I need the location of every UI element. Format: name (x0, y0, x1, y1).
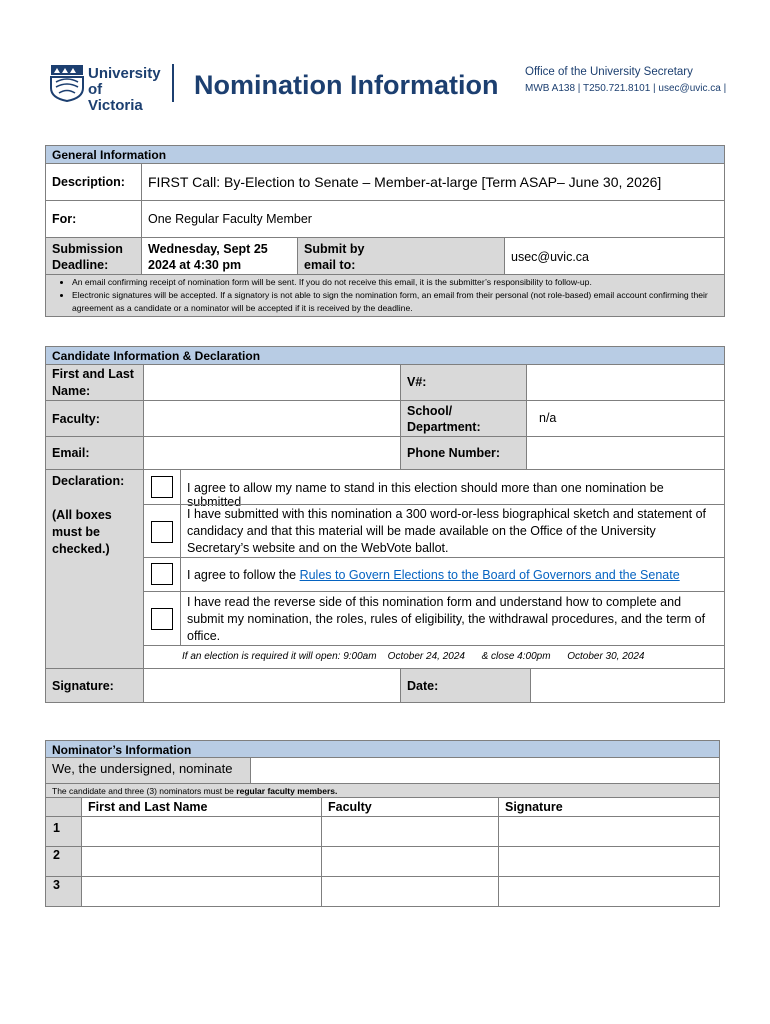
uvic-crest-icon (50, 64, 84, 102)
column-header-signature: Signature (498, 797, 720, 817)
all-boxes-line-3: checked.) (52, 542, 110, 556)
nominate-intro: We, the undersigned, nominate (45, 757, 251, 784)
deadline-label-line-2: Deadline: (52, 258, 109, 272)
nominee-name-field[interactable] (250, 757, 720, 784)
vnum-field[interactable] (526, 364, 725, 401)
nominators-heading: Nominator’s Information (45, 740, 720, 758)
school-label-line-1: School/ (407, 404, 453, 418)
email-field[interactable] (143, 436, 401, 470)
description-value: FIRST Call: By-Election to Senate – Member-at-large [Term ASAP– June 30, 2026] (141, 163, 725, 201)
submit-label (297, 237, 505, 275)
name-label (45, 364, 144, 401)
office-name: Office of the University Secretary (525, 66, 693, 78)
nominator-1-faculty-field[interactable] (321, 816, 499, 847)
column-header-name: First and Last Name (81, 797, 322, 817)
declaration-checkbox-cell (143, 591, 181, 646)
election-note: If an election is required it will open: 9:00am October 24, 2024 & close 4:00pm October 30, 2024 (143, 645, 725, 669)
date-field[interactable] (530, 668, 725, 703)
row-number-header (45, 797, 82, 817)
logo-line-1: University (88, 65, 161, 82)
general-notes (45, 274, 725, 317)
declaration-checkbox-3[interactable] (151, 563, 173, 585)
for-value: One Regular Faculty Member (141, 200, 725, 238)
nominator-1-name-field[interactable] (81, 816, 322, 847)
description-label: Description: (45, 163, 142, 201)
declaration-checkbox-cell (143, 504, 181, 558)
nominator-3-name-field[interactable] (81, 876, 322, 907)
school-label (400, 400, 527, 437)
note-item: • An email confirming receipt of nomination form will be sent. If you do not receive this email, it is the submitter’s responsibility to follow-up. (72, 276, 720, 289)
declaration-checkbox-4[interactable] (151, 608, 173, 630)
nominators-note-bold: regular faculty members. (236, 786, 338, 796)
submit-label-line-1: Submit by (304, 242, 365, 256)
phone-field[interactable] (526, 436, 725, 470)
deadline-value (141, 237, 298, 275)
vnum-label: V#: (400, 364, 527, 401)
table-row-number: 3 (45, 876, 82, 907)
page-title: Nomination Information (194, 70, 499, 100)
nominator-2-faculty-field[interactable] (321, 846, 499, 877)
declaration-label-cell (45, 469, 144, 669)
column-header-faculty: Faculty (321, 797, 499, 817)
header-divider (172, 64, 174, 102)
for-label: For: (45, 200, 142, 238)
general-heading: General Information (45, 145, 725, 164)
nominator-2-signature-field[interactable] (498, 846, 720, 877)
declaration-checkbox-2[interactable] (151, 521, 173, 543)
university-logo (50, 64, 161, 114)
declaration-checkbox-cell (143, 469, 181, 505)
deadline-value-line-2: 2024 at 4:30 pm (148, 258, 242, 272)
deadline-label-line-1: Submission (52, 242, 123, 256)
nominator-1-signature-field[interactable] (498, 816, 720, 847)
phone-label: Phone Number: (400, 436, 527, 470)
rules-link[interactable]: Rules to Govern Elections to the Board of Governors and the Senate (299, 568, 680, 582)
nominator-2-name-field[interactable] (81, 846, 322, 877)
declaration-checkbox-1[interactable] (151, 476, 173, 498)
declaration-text-4: I have read the reverse side of this nomination form and understand how to complete and submit my nomination, the roles, rules of eligibility, the withdrawal procedures, and the term of office. (180, 591, 725, 646)
school-label-line-2: Department: (407, 420, 481, 434)
deadline-label (45, 237, 142, 275)
deadline-value-line-1: Wednesday, Sept 25 (148, 242, 268, 256)
nominator-3-signature-field[interactable] (498, 876, 720, 907)
declaration-text-1: I agree to allow my name to stand in this election should more than one nomination be submitted (180, 469, 725, 505)
faculty-field[interactable] (143, 400, 401, 437)
declaration-text-2: I have submitted with this nomination a 300 word-or-less biographical sketch and statement of candidacy and that this material will be made available on the Office of the University Secretary’s website and on the WebVote ballot. (180, 504, 725, 558)
submit-email: usec@uvic.ca (504, 237, 725, 275)
all-boxes-line-2: must be (52, 525, 100, 539)
note-item: • Electronic signatures will be accepted. If a signatory is not able to sign the nomination form, an email from their personal (not role-based) email account confirming their agreement as a candidate or a nominator will be accepted if it is received by the deadline. (72, 289, 720, 315)
faculty-label: Faculty: (45, 400, 144, 437)
school-value: n/a (526, 400, 725, 437)
nominators-note-text: The candidate and three (3) nominators must be (52, 786, 237, 796)
submit-label-line-2: email to: (304, 258, 356, 272)
declaration-checkbox-cell (143, 557, 181, 592)
nominators-note (45, 783, 720, 798)
office-contact: MWB A138 | T250.721.8101 | usec@uvic.ca | (525, 83, 727, 94)
declaration-label: Declaration: (52, 474, 125, 488)
table-row-number: 1 (45, 816, 82, 847)
date-label: Date: (400, 668, 531, 703)
nominator-3-faculty-field[interactable] (321, 876, 499, 907)
declaration-text-3-prefix: I agree to follow the (187, 568, 300, 582)
name-field[interactable] (143, 364, 401, 401)
signature-label: Signature: (45, 668, 144, 703)
candidate-heading: Candidate Information & Declaration (45, 346, 725, 365)
logo-line-2: of Victoria (88, 81, 143, 114)
name-label-line-1: First and Last (52, 367, 134, 381)
all-boxes-line-1: (All boxes (52, 508, 112, 522)
name-label-line-2: Name: (52, 384, 91, 398)
table-row-number: 2 (45, 846, 82, 877)
email-label: Email: (45, 436, 144, 470)
signature-field[interactable] (143, 668, 401, 703)
declaration-text-3 (180, 557, 725, 592)
